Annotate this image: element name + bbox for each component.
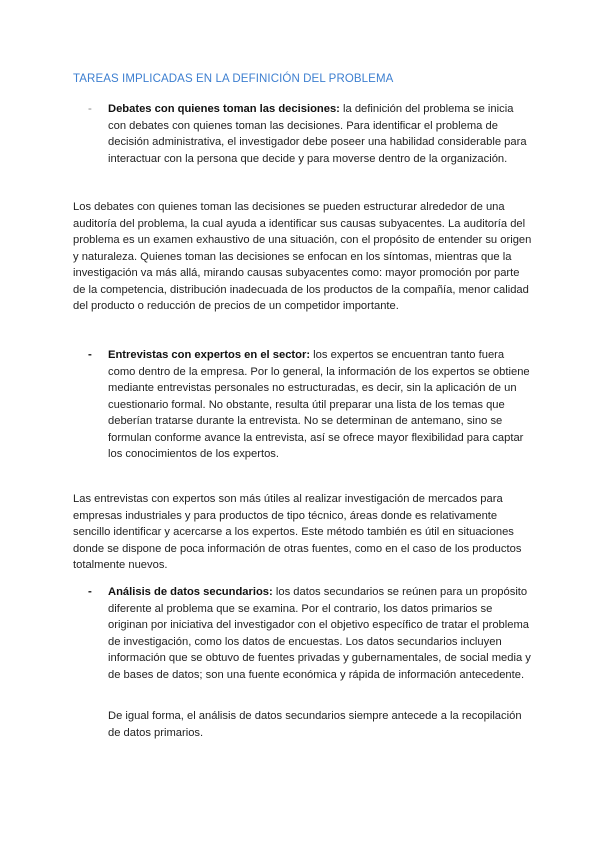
bullet-debates: [108, 101, 533, 167]
bullet-heading: Debates con quienes toman las decisiones:: [108, 103, 340, 115]
bullet-entrevistas: [108, 347, 533, 463]
bullet-body: los datos secundarios se reúnen para un propósito diferente al problema que se examina. Por el contrario, los datos primarios se originan por iniciativa del investigador con el objetivo específico de tratar el problema de investigación, como los datos de encuestas. Los datos secundarios incluyen información que se obtuvo de fuentes privadas y gubernamentales, de social media y de bases de datos; son una fuente económica y rápida de información antecedente.: [108, 586, 531, 681]
paragraph-auditoria: Los debates con quienes toman las decisiones se pueden estructurar alrededor de una auditoría del problema, la cual ayuda a identificar sus causas subyacentes. La auditoría del problema es un examen exhaustivo de una situación, con el propósito de entender su origen y naturaleza. Quienes toman las decisiones se enfocan en los síntomas, mientras que la investigación va más allá, mirando causas subyacentes como: mayor promoción por parte de la competencia, distribución inadecuada de los productos de la compañía, menor calidad del producto o reducción de precios de un competidor importante.: [73, 201, 532, 312]
bullet-followup: De igual forma, el análisis de datos secundarios siempre antecede a la recopilación de datos primarios.: [108, 710, 522, 739]
bullet-dash: -: [88, 349, 92, 361]
bullet-datos-secundarios: [108, 584, 533, 683]
bullet-heading: Entrevistas con expertos en el sector:: [108, 349, 311, 361]
bullet-body: la definición del problema se inicia con debates con quienes toman las decisiones. Para identificar el problema de decisión administrativa, el investigador debe poseer una habilidad considerable para interactuar con la persona que decide y para moverse dentro de la organización.: [108, 103, 527, 165]
bullet-heading: Análisis de datos secundarios:: [108, 586, 273, 598]
bullet-dash: -: [88, 103, 92, 115]
section-title: TAREAS IMPLICADAS EN LA DEFINICIÓN DEL PROBLEMA: [73, 73, 394, 85]
bullet-body: los expertos se encuentran tanto fuera como dentro de la empresa. Por lo general, la información de los expertos se obtiene mediante entrevistas personales no estructuradas, es decir, sin la aplicación de un cuestionario formal. No obstante, resulta útil preparar una lista de los temas que deberían tratarse durante la entrevista. No se determinan de antemano, sino se formulan conforme avance la entrevista, así se ofrece mayor flexibilidad para captar los conocimientos de los expertos.: [108, 349, 530, 460]
paragraph-expertos: Las entrevistas con expertos son más útiles al realizar investigación de mercados para empresas industriales y para productos de tipo técnico, áreas donde es relativamente sencillo identificar y acercarse a los expertos. Este método también es útil en situaciones donde se dispone de poca información de otras fuentes, como en el caso de los productos totalmente nuevos.: [73, 493, 522, 571]
bullet-dash: -: [88, 586, 92, 598]
